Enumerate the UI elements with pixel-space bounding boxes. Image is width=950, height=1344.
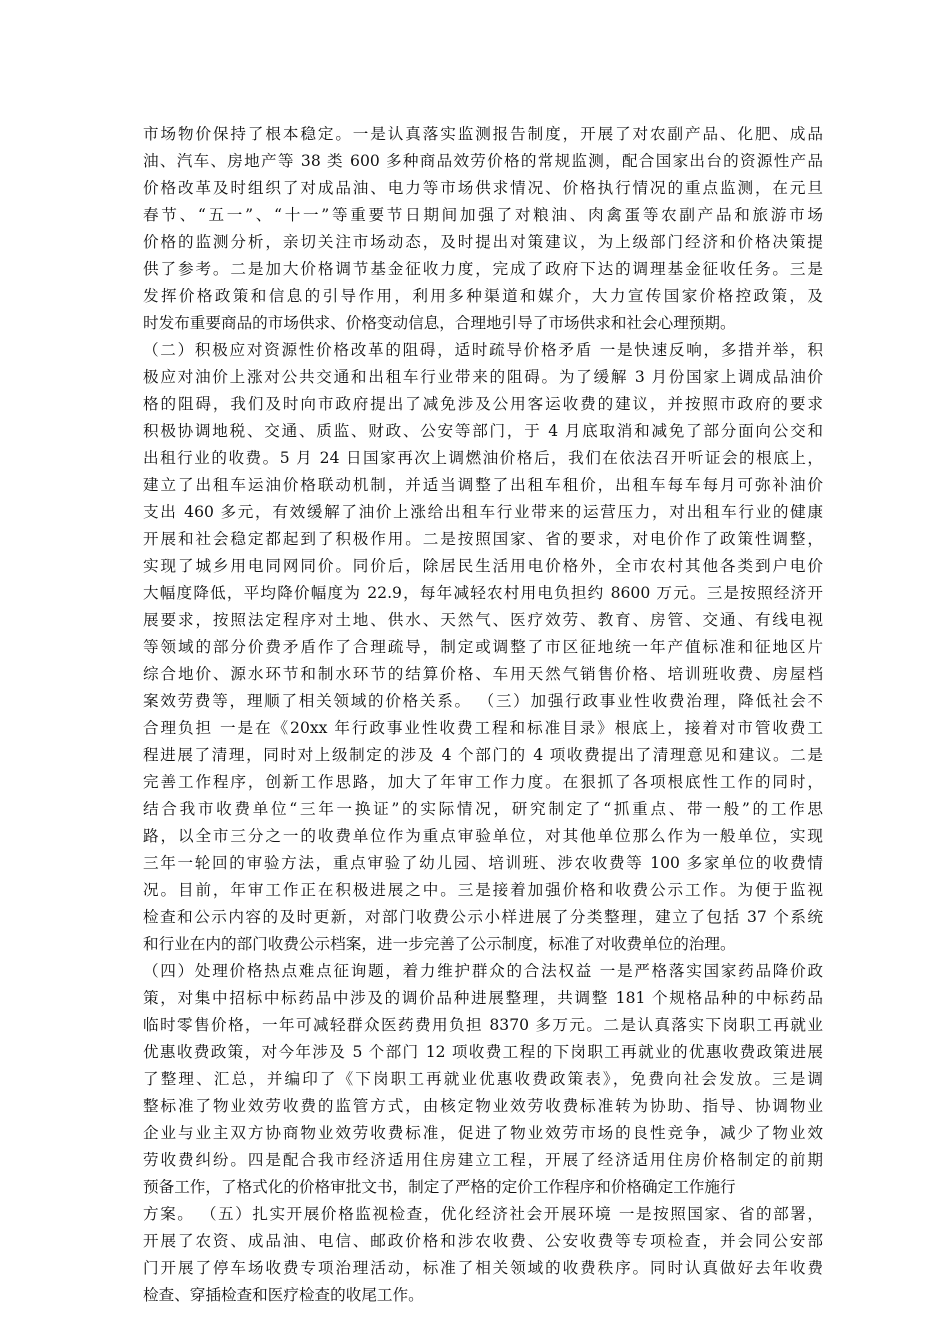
paragraph-line: 油、汽车、房地产等 38 类 600 多种商品效劳价格的常规监测，配合国家出台的资源性产品 (143, 152, 823, 170)
paragraph-line: 况。目前，年审工作正在积极进展之中。三是接着加强价格和收费公示工作。为便于监视 (143, 881, 823, 899)
paragraph-line: 了整理、汇总，并编印了《下岗职工再就业优惠收费政策表》，免费向社会发放。三是调 (143, 1070, 823, 1088)
paragraph-line: 价格改革及时组织了对成品油、电力等市场供求情况、价格执行情况的重点监测，在元旦 (143, 179, 823, 197)
paragraph-line: 检查、穿插检查和医疗检查的收尾工作。 (143, 1286, 424, 1304)
paragraph-line: （四）处理价格热点难点征询题，着力维护群众的合法权益 一是严格落实国家药品降价政 (143, 962, 823, 980)
paragraph-line: 三年一轮回的审验方法，重点审验了幼儿园、培训班、涉农收费等 100 多家单位的收费情 (143, 854, 823, 872)
paragraph-line: 企业与业主双方协商物业效劳收费标准，促进了物业效劳市场的良性竞争，减少了物业效 (143, 1124, 823, 1142)
paragraph-line: 检查和公示内容的及时更新，对部门收费公示小样进展了分类整理，建立了包括 37 个系统 (143, 908, 823, 926)
paragraph-line: 大幅度降低，平均降价幅度为 22.9，每年减轻农村用电负担约 8600 万元。三是按照经济开 (143, 584, 823, 602)
paragraph-line: 极应对油价上涨对公共交通和出租车行业带来的阻碍。为了缓解 3 月份国家上调成品油价 (143, 368, 823, 386)
paragraph-line: 整标准了物业效劳收费的监管方式，由核定物业效劳收费标准转为协助、指导、协调物业 (143, 1097, 823, 1115)
paragraph-line: 市场物价保持了根本稳定。一是认真落实监测报告制度，开展了对农副产品、化肥、成品 (143, 125, 823, 143)
paragraph-line: 积极协调地税、交通、质监、财政、公安等部门，于 4 月底取消和减免了部分面向公交和 (143, 422, 823, 440)
paragraph-line: 发挥价格政策和信息的引导作用，利用多种渠道和媒介，大力宣传国家价格控政策，及 (143, 287, 823, 305)
paragraph-line: 程进展了清理，同时对上级制定的涉及 4 个部门的 4 项收费提出了清理意见和建议。二是 (143, 746, 823, 764)
paragraph-line: 展要求，按照法定程序对土地、供水、天然气、医疗效劳、教育、房管、交通、有线电视 (143, 611, 823, 629)
paragraph-line: 出租行业的收费。5 月 24 日国家再次上调燃油价格后，我们在依法召开听证会的根底上， (143, 449, 823, 467)
paragraph-line: 格的阻碍，我们及时向市政府提出了减免涉及公用客运收费的建议，并按照市政府的要求 (143, 395, 823, 413)
paragraph-line: 价格的监测分析，亲切关注市场动态，及时提出对策建议，为上级部门经济和价格决策提 (143, 233, 823, 251)
paragraph-line: 实现了城乡用电同网同价。同价后，除居民生活用电价格外，全市农村其他各类到户电价 (143, 557, 823, 575)
paragraph-line: 完善工作程序，创新工作思路，加大了年审工作力度。在狠抓了各项根底性工作的同时， (143, 773, 823, 791)
paragraph-line: 门开展了停车场收费专项治理活动，标准了相关领域的收费秩序。同时认真做好去年收费 (143, 1259, 823, 1277)
paragraph-line: 预备工作，了格式化的价格审批文书，制定了严格的定价工作程序和价格确定工作施行 (143, 1178, 736, 1196)
paragraph-line: 路，以全市三分之一的收费单位作为重点审验单位，对其他单位那么作为一般单位，实现 (143, 827, 823, 845)
paragraph-line: 综合地价、源水环节和制水环节的结算价格、车用天然气销售价格、培训班收费、房屋档 (143, 665, 823, 683)
paragraph-line: 供了参考。二是加大价格调节基金征收力度，完成了政府下达的调理基金征收任务。三是 (143, 260, 823, 278)
paragraph-line: 开展了农资、成品油、电信、邮政价格和涉农收费、公安收费等专项检查，并会同公安部 (143, 1232, 823, 1250)
paragraph-line: 建立了出租车运油价格联动机制，并适当调整了出租车租价，出租车每车每月可弥补油价 (143, 476, 823, 494)
paragraph-line: （二）积极应对资源性价格改革的阻碍，适时疏导价格矛盾 一是快速反响，多措并举，积 (143, 341, 823, 359)
paragraph-line: 春节、“五一”、“十一”等重要节日期间加强了对粮油、肉禽蛋等农副产品和旅游市场 (143, 206, 823, 224)
paragraph-line: 和行业在内的部门收费公示档案，进一步完善了公示制度，标准了对收费单位的治理。 (143, 935, 736, 953)
paragraph-line: 开展和社会稳定都起到了积极作用。二是按照国家、省的要求，对电价作了政策性调整， (143, 530, 823, 548)
paragraph-line: 支出 460 多元，有效缓解了油价上涨给出租车行业带来的运营压力，对出租车行业的健康 (143, 503, 823, 521)
paragraph-line: 优惠收费政策，对今年涉及 5 个部门 12 项收费工程的下岗职工再就业的优惠收费政策进展 (143, 1043, 823, 1061)
paragraph-line: 时发布重要商品的市场供求、价格变动信息，合理地引导了市场供求和社会心理预期。 (143, 314, 736, 332)
paragraph-line: 临时零售价格，一年可减轻群众医药费用负担 8370 多万元。二是认真落实下岗职工再就业 (143, 1016, 823, 1034)
paragraph-line: 策，对集中招标中标药品中涉及的调价品种进展整理，共调整 181 个规格品种的中标药品 (143, 989, 823, 1007)
paragraph-line: 方案。 （五）扎实开展价格监视检查，优化经济社会开展环境 一是按照国家、省的部署， (143, 1205, 823, 1223)
paragraph-line: 劳收费纠纷。四是配合我市经济适用住房建立工程，开展了经济适用住房价格制定的前期 (143, 1151, 823, 1169)
paragraph-line: 等领域的部分价费矛盾作了合理疏导，制定或调整了市区征地统一年产值标准和征地区片 (143, 638, 823, 656)
paragraph-line: 案效劳费等，理顺了相关领域的价格关系。 （三）加强行政事业性收费治理，降低社会不 (143, 692, 823, 710)
document-body (143, 121, 823, 1309)
paragraph-line: 合理负担 一是在《20xx 年行政事业性收费工程和标准目录》根底上，接着对市管收费工 (143, 719, 823, 737)
paragraph-line: 结合我市收费单位“三年一换证”的实际情况，研究制定了“抓重点、带一般”的工作思 (143, 800, 823, 818)
